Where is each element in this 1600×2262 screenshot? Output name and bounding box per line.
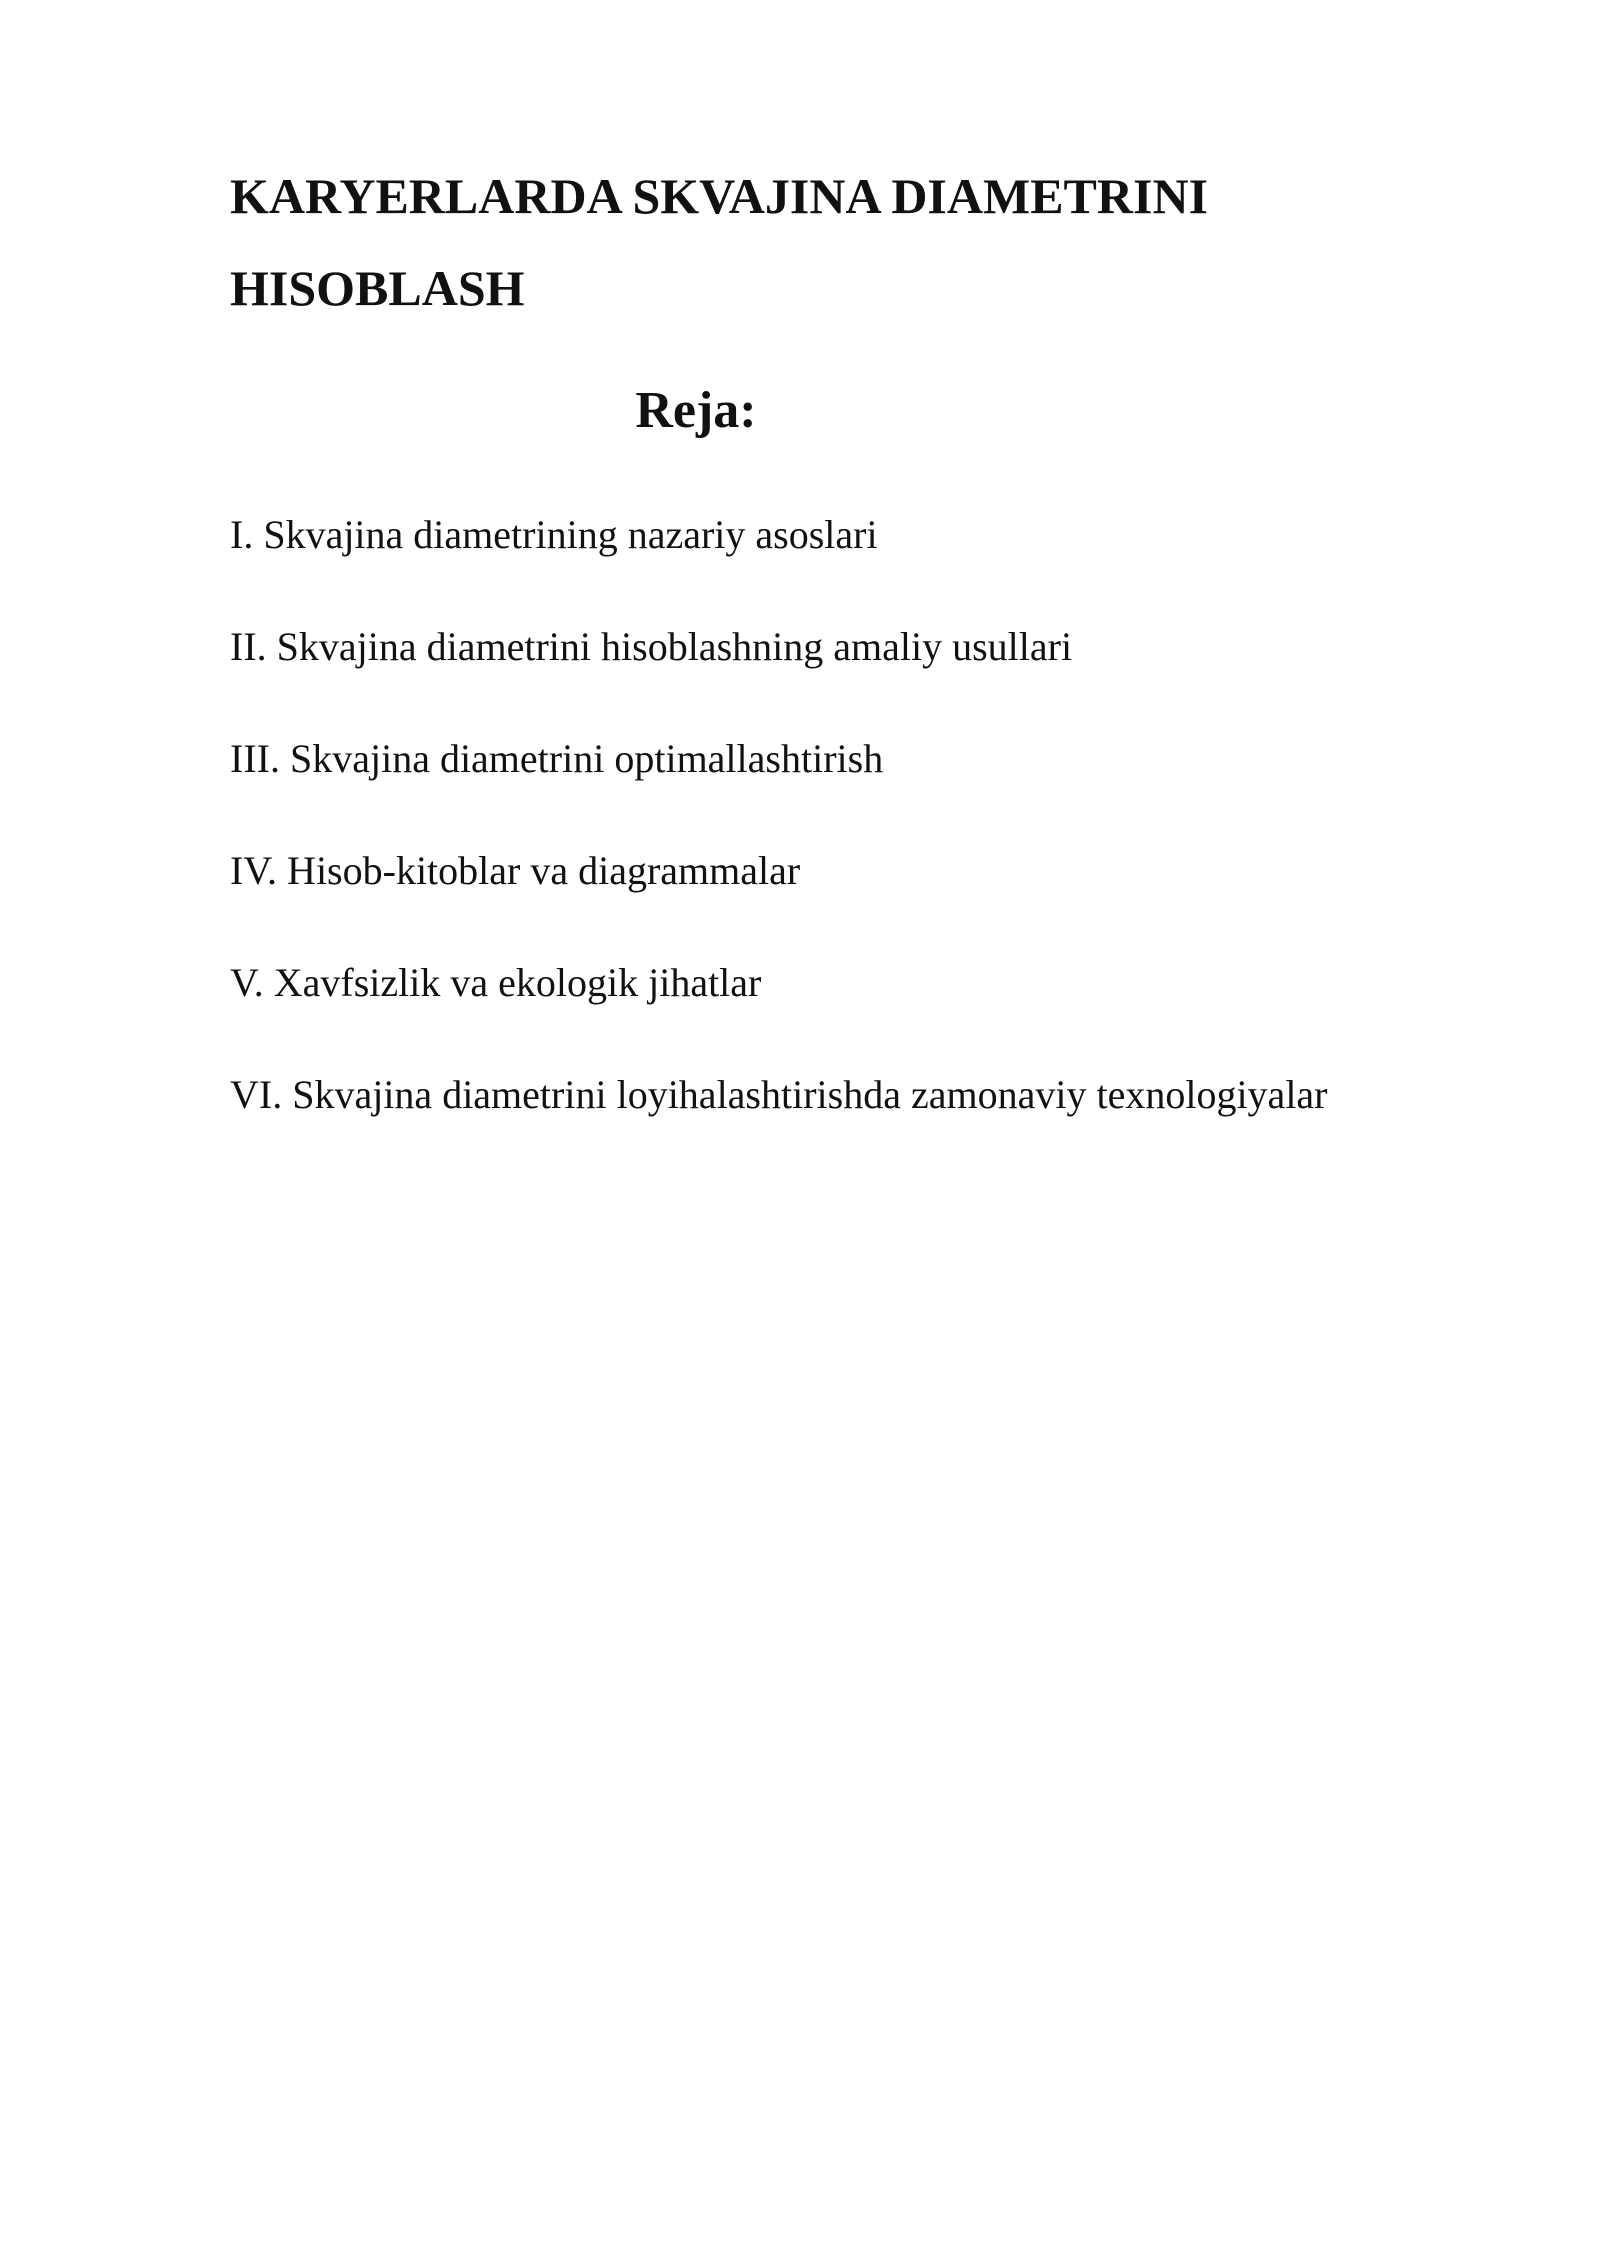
- document-title: [230, 150, 1430, 334]
- title-line-1: KARYERLARDA SKVAJINA DIAMETRINI: [230, 168, 1209, 224]
- plan-item-5: V. Xavfsizlik va ekologik jihatlar: [230, 960, 762, 1005]
- title-line-2: HISOBLASH: [230, 260, 525, 316]
- plan-item-6: VI. Skvajina diametrini loyihalashtirishda zamonaviy texnologiyalar: [230, 1072, 1328, 1117]
- plan-list: [230, 500, 1530, 1172]
- plan-heading: Reja:: [635, 382, 757, 439]
- plan-item-4: IV. Hisob-kitoblar va diagrammalar: [230, 848, 801, 893]
- plan-item-2: II. Skvajina diametrini hisoblashning amaliy usullari: [230, 624, 1073, 669]
- plan-item-3: III. Skvajina diametrini optimallashtirish: [230, 736, 884, 781]
- plan-item-1: I. Skvajina diametrining nazariy asoslari: [230, 512, 878, 557]
